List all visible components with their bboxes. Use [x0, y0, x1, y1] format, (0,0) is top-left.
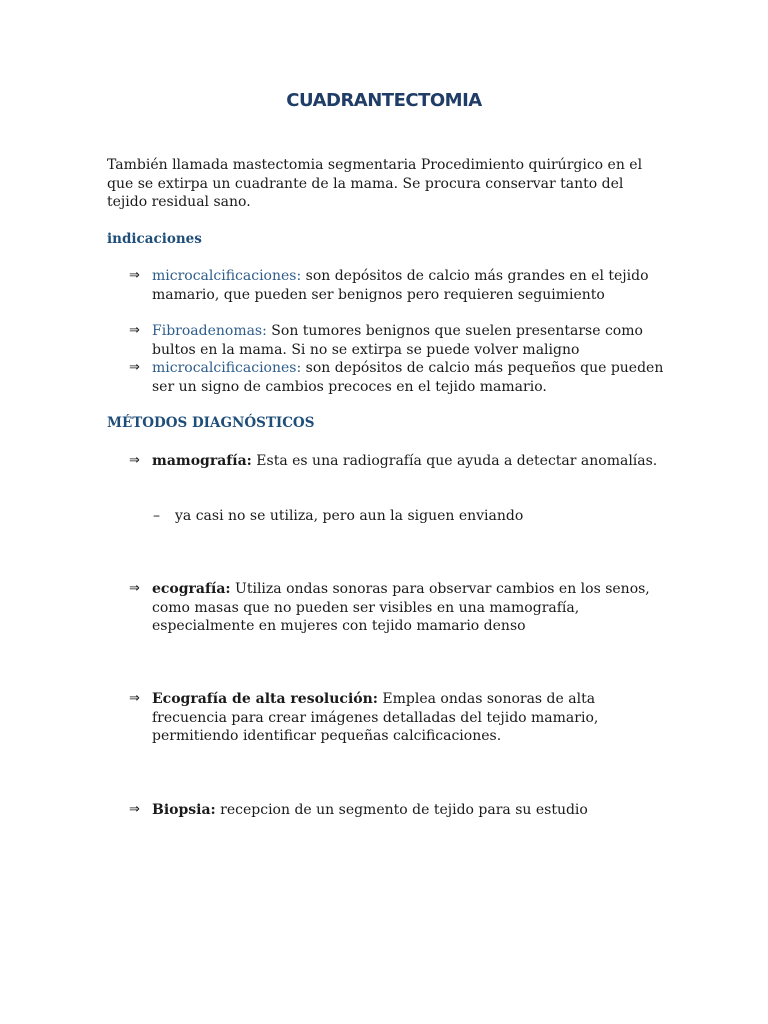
arrow-icon: ⇒	[129, 453, 140, 468]
arrow-icon: ⇒	[129, 581, 140, 596]
list-item	[129, 322, 669, 359]
item-term: microcalcificaciones:	[152, 268, 302, 284]
dash-icon: –	[153, 508, 160, 524]
list-item	[129, 580, 669, 636]
sub-note	[153, 507, 653, 526]
item-text: son depósitos de calcio más grandes en el tejido mamario, que pueden ser benignos pero requieren seguimiento	[152, 268, 649, 303]
intro-paragraph: También llamada mastectomia segmentaria Procedimiento quirúrgico en el que se extirpa un cuadrante de la mama. Se procura conservar tanto del tejido residual sano.	[107, 157, 643, 210]
arrow-icon: ⇒	[129, 360, 140, 375]
page-title: CUADRANTECTOMIA	[286, 90, 482, 111]
item-text: Emplea ondas sonoras de alta frecuencia para crear imágenes detalladas del tejido mamario, permitiendo identificar pequeñas calcificaciones.	[152, 691, 599, 744]
metodos-heading: MÉTODOS DIAGNÓSTICOS	[107, 415, 315, 431]
arrow-icon: ⇒	[129, 691, 140, 706]
list-item	[129, 452, 669, 471]
item-text: son depósitos de calcio más pequeños que pueden ser un signo de cambios precoces en el tejido mamario.	[152, 360, 664, 395]
item-term: Fibroadenomas:	[152, 323, 267, 339]
list-item	[129, 359, 669, 396]
item-term: mamografía:	[152, 453, 252, 469]
item-text: recepcion de un segmento de tejido para su estudio	[215, 802, 588, 818]
list-item	[129, 801, 669, 820]
list-item	[129, 690, 669, 746]
item-text: Utiliza ondas sonoras para observar cambios en los senos, como masas que no pueden ser visibles en una mamografía, especialmente en mujeres con tejido mamario denso	[152, 581, 650, 634]
arrow-icon: ⇒	[129, 268, 140, 283]
item-text: Esta es una radiografía que ayuda a detectar anomalías.	[251, 453, 658, 469]
arrow-icon: ⇒	[129, 323, 140, 338]
item-text: Son tumores benignos que suelen presentarse como bultos en la mama. Si no se extirpa se puede volver maligno	[152, 323, 643, 358]
item-term: ecografía:	[152, 581, 231, 597]
arrow-icon: ⇒	[129, 802, 140, 817]
indicaciones-heading: indicaciones	[107, 231, 202, 247]
item-term: Biopsia:	[152, 802, 216, 818]
item-term: microcalcificaciones:	[152, 360, 302, 376]
item-term: Ecografía de alta resolución:	[152, 691, 378, 707]
list-item	[129, 267, 669, 304]
sub-note-text: ya casi no se utiliza, pero aun la siguen enviando	[175, 508, 524, 524]
